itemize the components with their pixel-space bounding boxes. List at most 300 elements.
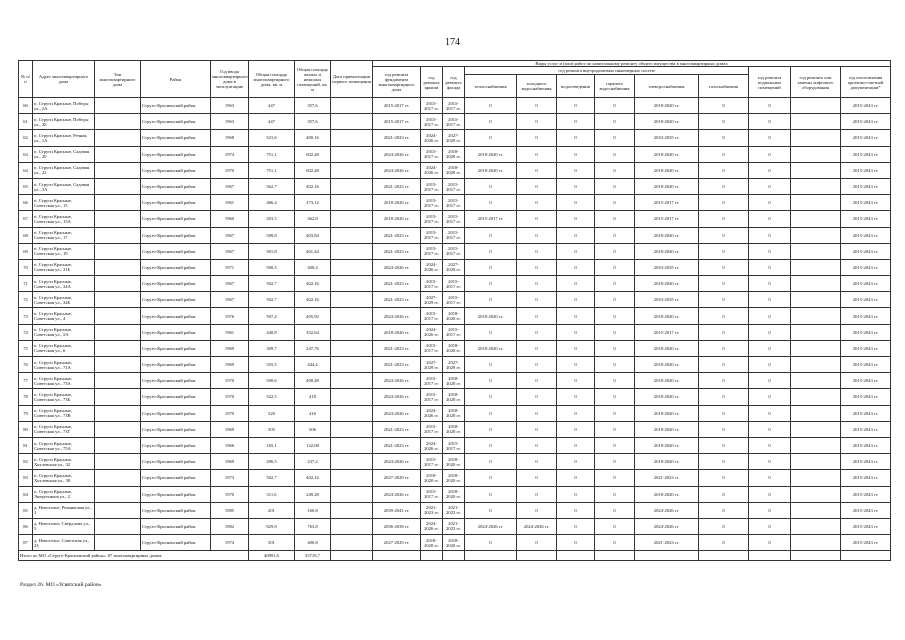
row-electricity: 2018-2020 гг. — [635, 373, 699, 389]
row-roof: 2015-2017 гг. — [421, 98, 443, 114]
row-basement: 0 — [749, 178, 791, 194]
row-elevator — [791, 276, 841, 292]
row-heating: 0 — [465, 502, 517, 518]
row-number: 80 — [19, 421, 33, 437]
row-living-area: 403,84 — [295, 227, 331, 243]
row-electricity: 2018-2020 гг. — [635, 340, 699, 356]
row-basement: 0 — [749, 518, 791, 534]
table-row — [19, 98, 891, 114]
row-foundation: 2021-2023 гг. — [373, 130, 421, 146]
row-sewage: 0 — [557, 146, 595, 162]
row-year-built: 1974 — [211, 146, 249, 162]
row-address: п. Струги Красные, Садовая ул., 3А — [33, 178, 95, 194]
row-district: Струго-Красненский район — [141, 437, 211, 453]
table-row — [19, 130, 891, 146]
row-living-area: 602,48 — [295, 146, 331, 162]
row-gas: 0 — [699, 276, 749, 292]
row-roof: 2024-2026 гг. — [421, 324, 443, 340]
row-design-docs: 2015-2043 гг. — [841, 486, 891, 502]
row-electricity: 2018-2020 гг. — [635, 437, 699, 453]
header-works-group: Виды услуг и (или) работ по капитальному ремонту общего имущества в многоквартирных домах — [373, 61, 891, 67]
row-total-area: 500,6 — [249, 373, 295, 389]
header-basement: год ремонта подвальных помещений — [749, 67, 791, 98]
row-cold-water: 0 — [517, 227, 557, 243]
row-number: 85 — [19, 502, 33, 518]
row-type — [95, 340, 141, 356]
row-living-area: 237,2 — [295, 454, 331, 470]
row-facade: 2027-2029 гг. — [443, 259, 465, 275]
row-gas: 0 — [699, 292, 749, 308]
row-design-docs: 2015-2043 гг. — [841, 178, 891, 194]
row-basement: 0 — [749, 454, 791, 470]
row-facade: 2018-2020 гг. — [443, 308, 465, 324]
row-cold-water: 0 — [517, 178, 557, 194]
row-design-docs: 2015-2043 гг. — [841, 162, 891, 178]
row-district: Струго-Красненский район — [141, 454, 211, 470]
row-address: п. Струги Красные, Энергетиков ул., 2 — [33, 486, 95, 502]
row-total-area: 296,5 — [249, 454, 295, 470]
row-electricity: 2018-2020 гг. — [635, 421, 699, 437]
row-privatization — [331, 195, 373, 211]
row-type — [95, 373, 141, 389]
row-address: п. Струги Красные, Советская ул., 71А — [33, 357, 95, 373]
row-total-area: 500,5 — [249, 259, 295, 275]
row-privatization — [331, 535, 373, 551]
row-living-area: 444,4 — [295, 357, 331, 373]
row-total-area: 751,1 — [249, 146, 295, 162]
row-address: п. Струги Красные, Советская ул., 34А — [33, 276, 95, 292]
header-elevator: год ремонта или замены лифтового оборудования — [791, 67, 841, 98]
row-address: д. Новоселье, Свердлова ул., 5 — [33, 518, 95, 534]
row-hot-water: 0 — [595, 227, 635, 243]
row-address: п. Струги Красные, Садовая ул., 22 — [33, 162, 95, 178]
row-hot-water: 0 — [595, 130, 635, 146]
row-cold-water: 0 — [517, 259, 557, 275]
row-elevator — [791, 243, 841, 259]
header-foundation: год ремонта фундамента многоквартирного дома — [373, 67, 421, 98]
row-basement: 0 — [749, 259, 791, 275]
row-elevator — [791, 195, 841, 211]
row-facade: 2015-2017 гг. — [443, 211, 465, 227]
row-living-area: 402,16 — [295, 470, 331, 486]
row-address: д. Новоселье, Речниковая ул., 3 — [33, 502, 95, 518]
row-facade: 2018-2020 гг. — [443, 421, 465, 437]
row-address: п. Струги Красные, Советская ул., 73А — [33, 373, 95, 389]
row-district: Струго-Красненский район — [141, 421, 211, 437]
row-year-built: 1970 — [211, 486, 249, 502]
row-electricity: 2018-2020 гг. — [635, 389, 699, 405]
row-year-built: 1967 — [211, 243, 249, 259]
row-sewage: 0 — [557, 405, 595, 421]
row-roof: 2015-2017 гг. — [421, 421, 443, 437]
row-type — [95, 227, 141, 243]
row-address: п. Струги Красные, Советская ул., 34Б — [33, 292, 95, 308]
header-living-area: Общая площадь жилых и нежилых помещений, кв. м — [295, 61, 331, 98]
row-year-built: 1969 — [211, 357, 249, 373]
row-district: Струго-Красненский район — [141, 178, 211, 194]
row-type — [95, 211, 141, 227]
row-design-docs: 2015-2043 гг. — [841, 373, 891, 389]
row-foundation: 2024-2026 гг. — [373, 486, 421, 502]
row-elevator — [791, 146, 841, 162]
row-total-area: 311,6 — [249, 486, 295, 502]
row-facade: 2015-2017 гг. — [443, 243, 465, 259]
row-design-docs: 2015-2043 гг. — [841, 535, 891, 551]
row-elevator — [791, 211, 841, 227]
row-roof: 2024-2026 гг. — [421, 130, 443, 146]
row-address: п. Струги Красные, Победы ул., 2А — [33, 98, 95, 114]
row-heating: 0 — [465, 324, 517, 340]
row-electricity: 2021-2023 гг. — [635, 470, 699, 486]
row-total-area: 829,8 — [249, 518, 295, 534]
row-gas: 0 — [699, 130, 749, 146]
table-row — [19, 276, 891, 292]
table-row — [19, 227, 891, 243]
row-sewage: 0 — [557, 178, 595, 194]
table-row — [19, 259, 891, 275]
row-type — [95, 146, 141, 162]
row-facade: 2018-2020 гг. — [443, 146, 465, 162]
row-roof: 2015-2017 гг. — [421, 340, 443, 356]
row-gas: 0 — [699, 211, 749, 227]
row-number: 71 — [19, 276, 33, 292]
row-number: 78 — [19, 389, 33, 405]
row-total-area: 751,1 — [249, 162, 295, 178]
row-district: Струго-Красненский район — [141, 535, 211, 551]
row-cold-water: 0 — [517, 130, 557, 146]
row-total-area: 447 — [249, 114, 295, 130]
row-facade: 2018-2020 гг. — [443, 470, 465, 486]
row-hot-water: 0 — [595, 389, 635, 405]
row-design-docs: 2015-2043 гг. — [841, 276, 891, 292]
row-cold-water: 0 — [517, 98, 557, 114]
row-total-area: 165,1 — [249, 437, 295, 453]
row-living-area: 416 — [295, 405, 331, 421]
row-foundation: 2021-2023 гг. — [373, 178, 421, 194]
row-electricity: 2018-2020 гг. — [635, 486, 699, 502]
row-hot-water: 0 — [595, 98, 635, 114]
header-address: Адрес многоквартирного дома — [33, 61, 95, 98]
row-number: 86 — [19, 518, 33, 534]
row-foundation: 2021-2023 гг. — [373, 227, 421, 243]
row-foundation: 2021-2023 гг. — [373, 357, 421, 373]
table-row — [19, 292, 891, 308]
row-elevator — [791, 308, 841, 324]
row-year-built: 1985 — [211, 502, 249, 518]
row-foundation: 2024-2026 гг. — [373, 454, 421, 470]
row-cold-water: 0 — [517, 502, 557, 518]
table-row — [19, 357, 891, 373]
row-basement: 0 — [749, 437, 791, 453]
total-label: Итого по МО «Струго-Красненский район»: 87 многоквартирных домов — [19, 551, 249, 561]
row-living-area: 373,12 — [295, 195, 331, 211]
row-cold-water: 0 — [517, 243, 557, 259]
row-heating: 0 — [465, 405, 517, 421]
row-cold-water: 0 — [517, 276, 557, 292]
row-heating: 0 — [465, 437, 517, 453]
row-design-docs: 2015-2043 гг. — [841, 308, 891, 324]
row-district: Струго-Красненский район — [141, 162, 211, 178]
row-type — [95, 357, 141, 373]
row-sewage: 0 — [557, 340, 595, 356]
header-year-built: Год ввода многоквартирного дома в эксплуатацию — [211, 61, 249, 98]
row-number: 72 — [19, 292, 33, 308]
row-gas: 0 — [699, 259, 749, 275]
row-district: Струго-Красненский район — [141, 486, 211, 502]
table-row — [19, 146, 891, 162]
header-gas: газоснабжения — [699, 75, 749, 98]
row-total-area: 522,5 — [249, 389, 295, 405]
row-cold-water: 0 — [517, 437, 557, 453]
row-design-docs: 2015-2043 гг. — [841, 421, 891, 437]
row-sewage: 0 — [557, 308, 595, 324]
row-electricity: 2018-2020 гг. — [635, 114, 699, 130]
row-type — [95, 114, 141, 130]
row-foundation: 2018-2020 гг. — [373, 211, 421, 227]
row-district: Струго-Красненский район — [141, 518, 211, 534]
row-sewage: 0 — [557, 486, 595, 502]
row-privatization — [331, 162, 373, 178]
row-number: 81 — [19, 437, 33, 453]
row-total-area: 501,8 — [249, 243, 295, 259]
row-design-docs: 2015-2043 гг. — [841, 146, 891, 162]
row-heating: 0 — [465, 486, 517, 502]
row-elevator — [791, 130, 841, 146]
row-type — [95, 276, 141, 292]
row-foundation: 2021-2023 гг. — [373, 243, 421, 259]
row-district: Струго-Красненский район — [141, 243, 211, 259]
row-privatization — [331, 405, 373, 421]
row-electricity: 2018-2020 гг. — [635, 405, 699, 421]
row-year-built: 1967 — [211, 178, 249, 194]
row-total-area: 447 — [249, 98, 295, 114]
row-foundation: 2018-2020 гг. — [373, 195, 421, 211]
row-year-built: 1974 — [211, 535, 249, 551]
row-heating: 0 — [465, 470, 517, 486]
row-living-area: 352,64 — [295, 324, 331, 340]
row-privatization — [331, 130, 373, 146]
row-gas: 0 — [699, 486, 749, 502]
row-type — [95, 405, 141, 421]
row-foundation: 2018-2020 гг. — [373, 324, 421, 340]
row-district: Струго-Красненский район — [141, 502, 211, 518]
row-basement: 0 — [749, 470, 791, 486]
row-cold-water: 0 — [517, 292, 557, 308]
row-district: Струго-Красненский район — [141, 195, 211, 211]
header-electricity: электроснабжения — [635, 75, 699, 98]
row-year-built: 1970 — [211, 162, 249, 178]
row-facade: 2015-2017 гг. — [443, 292, 465, 308]
table-row — [19, 114, 891, 130]
row-facade: 2015-2017 гг. — [443, 114, 465, 130]
row-privatization — [331, 292, 373, 308]
row-elevator — [791, 470, 841, 486]
row-facade: 2018-2020 гг. — [443, 454, 465, 470]
row-privatization — [331, 340, 373, 356]
row-heating: 0 — [465, 276, 517, 292]
row-roof: 2015-2017 гг. — [421, 195, 443, 211]
row-year-built: 1961 — [211, 195, 249, 211]
row-total-area: 502,7 — [249, 292, 295, 308]
row-year-built: 1970 — [211, 373, 249, 389]
row-design-docs: 2015-2043 гг. — [841, 454, 891, 470]
row-design-docs: 2015-2043 гг. — [841, 437, 891, 453]
row-electricity: 2024-2026 гг. — [635, 502, 699, 518]
row-hot-water: 0 — [595, 486, 635, 502]
row-cold-water: 0 — [517, 114, 557, 130]
table-row — [19, 535, 891, 551]
table-header — [19, 61, 891, 98]
row-living-area: 402,16 — [295, 292, 331, 308]
row-district: Струго-Красненский район — [141, 405, 211, 421]
row-year-built: 1970 — [211, 405, 249, 421]
row-design-docs: 2015-2043 гг. — [841, 195, 891, 211]
row-type — [95, 535, 141, 551]
row-number: 67 — [19, 211, 33, 227]
row-living-area: 160,8 — [295, 502, 331, 518]
row-roof: 2018-2020 гг. — [421, 470, 443, 486]
row-sewage: 0 — [557, 98, 595, 114]
row-address: п. Струги Красные, Речная ул., 1А — [33, 130, 95, 146]
row-roof: 2015-2017 гг. — [421, 389, 443, 405]
row-heating: 0 — [465, 292, 517, 308]
row-basement: 0 — [749, 308, 791, 324]
row-address: п. Струги Красные, Советская ул., 15А — [33, 211, 95, 227]
row-total-area: 502,7 — [249, 276, 295, 292]
row-basement: 0 — [749, 98, 791, 114]
table-row — [19, 308, 891, 324]
row-electricity: 2018-2020 гг. — [635, 276, 699, 292]
row-gas: 0 — [699, 340, 749, 356]
row-sewage: 0 — [557, 518, 595, 534]
row-district: Струго-Красненский район — [141, 373, 211, 389]
row-design-docs: 2015-2043 гг. — [841, 292, 891, 308]
row-elevator — [791, 486, 841, 502]
table-row — [19, 502, 891, 518]
row-gas: 0 — [699, 470, 749, 486]
row-type — [95, 130, 141, 146]
row-cold-water: 0 — [517, 535, 557, 551]
row-hot-water: 0 — [595, 195, 635, 211]
row-number: 76 — [19, 357, 33, 373]
row-basement: 0 — [749, 162, 791, 178]
row-sewage: 0 — [557, 114, 595, 130]
header-sewage: водоотведения — [557, 75, 595, 98]
row-address: п. Струги Красные, Советская ул., 17 — [33, 227, 95, 243]
row-elevator — [791, 259, 841, 275]
row-year-built: 1969 — [211, 454, 249, 470]
row-elevator — [791, 324, 841, 340]
header-cold-water: холодного водоснабжения — [517, 75, 557, 98]
row-cold-water: 0 — [517, 211, 557, 227]
row-district: Струго-Красненский район — [141, 98, 211, 114]
row-cold-water: 0 — [517, 486, 557, 502]
row-facade: 2027-2029 гг. — [443, 130, 465, 146]
row-privatization — [331, 227, 373, 243]
row-cold-water: 0 — [517, 162, 557, 178]
row-heating: 2018-2020 гг. — [465, 162, 517, 178]
row-hot-water: 0 — [595, 437, 635, 453]
row-district: Струго-Красненский район — [141, 308, 211, 324]
row-gas: 0 — [699, 308, 749, 324]
row-sewage: 0 — [557, 373, 595, 389]
row-roof: 2021-2023 гг. — [421, 502, 443, 518]
row-privatization — [331, 308, 373, 324]
row-basement: 0 — [749, 421, 791, 437]
header-total-area: Общая площадь многоквартирного дома, кв. м — [249, 61, 295, 98]
row-district: Струго-Красненский район — [141, 276, 211, 292]
row-gas: 0 — [699, 324, 749, 340]
header-heating: теплоснабжения — [465, 75, 517, 98]
row-foundation: 2036-2038 гг. — [373, 518, 421, 534]
row-elevator — [791, 98, 841, 114]
row-roof: 2015-2017 гг. — [421, 373, 443, 389]
row-hot-water: 0 — [595, 454, 635, 470]
row-foundation: 2021-2023 гг. — [373, 437, 421, 453]
header-roof: год ремонта крыши — [421, 67, 443, 98]
row-sewage: 0 — [557, 130, 595, 146]
row-electricity: 2015-2017 гг. — [635, 324, 699, 340]
row-type — [95, 195, 141, 211]
table-row — [19, 389, 891, 405]
table-row — [19, 211, 891, 227]
row-gas: 0 — [699, 227, 749, 243]
row-privatization — [331, 389, 373, 405]
row-address: п. Струги Красные, Советская ул., 21Б — [33, 259, 95, 275]
row-district: Струго-Красненский район — [141, 146, 211, 162]
row-gas: 0 — [699, 195, 749, 211]
row-year-built: 1967 — [211, 292, 249, 308]
row-number: 74 — [19, 324, 33, 340]
row-privatization — [331, 211, 373, 227]
row-number: 75 — [19, 340, 33, 356]
row-roof: 2024-2026 гг. — [421, 437, 443, 453]
row-facade: 2015-2017 гг. — [443, 324, 465, 340]
row-foundation: 2027-2029 гг. — [373, 470, 421, 486]
row-total-area: 509,8 — [249, 227, 295, 243]
row-year-built: 1971 — [211, 259, 249, 275]
row-hot-water: 0 — [595, 405, 635, 421]
row-facade: 2018-2020 гг. — [443, 162, 465, 178]
row-number: 61 — [19, 114, 33, 130]
row-living-area: 402,16 — [295, 178, 331, 194]
row-design-docs: 2015-2043 гг. — [841, 470, 891, 486]
row-roof: 2015-2017 гг. — [421, 114, 443, 130]
row-number: 60 — [19, 98, 33, 114]
row-design-docs: 2015-2043 гг. — [841, 211, 891, 227]
table-row — [19, 454, 891, 470]
total-area: 40991,6 — [249, 551, 295, 561]
row-living-area: 362,8 — [295, 211, 331, 227]
header-design-docs: год изготовления проектно-сметной документации* — [841, 67, 891, 98]
row-elevator — [791, 373, 841, 389]
row-design-docs: 2015-2043 гг. — [841, 114, 891, 130]
row-electricity: 2024-2026 гг. — [635, 518, 699, 534]
row-facade: 2027-2029 гг. — [443, 357, 465, 373]
row-total-area: 501 — [249, 535, 295, 551]
row-total-area: 520 — [249, 405, 295, 421]
row-district: Струго-Красненский район — [141, 340, 211, 356]
row-district: Струго-Красненский район — [141, 324, 211, 340]
row-sewage: 0 — [557, 502, 595, 518]
row-address: п. Струги Красные, Советская ул., 6 — [33, 340, 95, 356]
row-facade: 2015-2017 гг. — [443, 178, 465, 194]
row-year-built: 1966 — [211, 437, 249, 453]
row-facade: 2015-2017 гг. — [443, 227, 465, 243]
row-basement: 0 — [749, 146, 791, 162]
table-row — [19, 195, 891, 211]
header-privatization: Дата приватизации первого помещения — [331, 61, 373, 98]
